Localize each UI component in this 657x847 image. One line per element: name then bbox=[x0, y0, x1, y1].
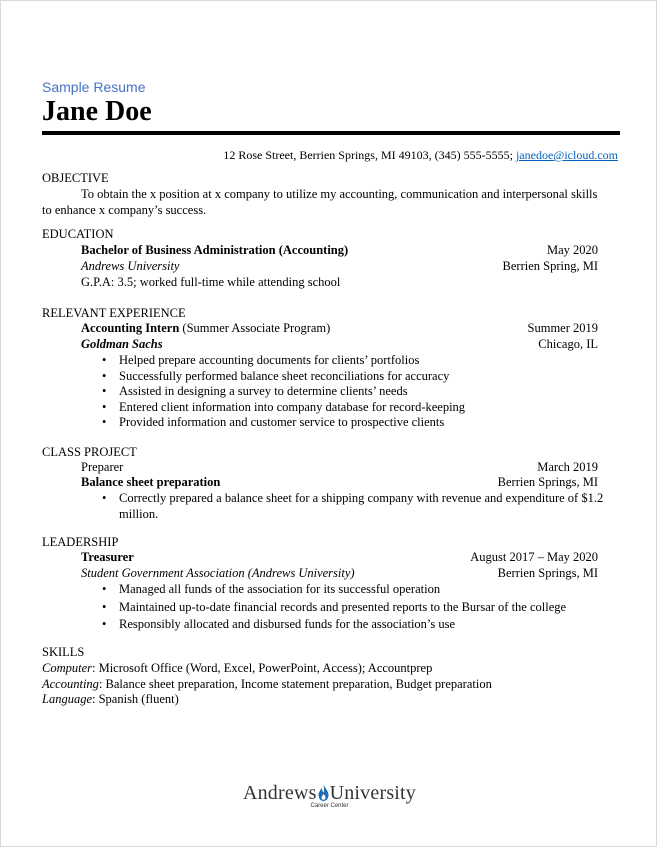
leadership-date: August 2017 – May 2020 bbox=[470, 550, 598, 564]
education-date: May 2020 bbox=[546, 243, 598, 257]
leadership-org: Student Government Association (Andrews University) bbox=[81, 566, 355, 580]
logo-subtitle: Career Center bbox=[310, 803, 349, 809]
leadership-bullet: Managed all funds of the association for its successful operation bbox=[119, 582, 441, 596]
skill-value: : Microsoft Office (Word, Excel, PowerPoint, Access); Accountprep bbox=[92, 661, 433, 675]
project-bullet-line-1: Correctly prepared a balance sheet for a shipping company with revenue and expenditure of $1.2 bbox=[119, 491, 604, 505]
project-title: Balance sheet preparation bbox=[81, 475, 221, 489]
skill-label: Accounting bbox=[42, 677, 99, 691]
experience-location: Chicago, IL bbox=[538, 337, 598, 351]
logo-word-1: Andrews bbox=[242, 782, 317, 804]
contact-address: 12 Rose Street, Berrien Springs, MI 49103, (345) 555-5555; bbox=[223, 148, 513, 162]
email-link[interactable]: janedoe@icloud.com bbox=[515, 148, 618, 162]
project-heading: CLASS PROJECT bbox=[42, 445, 137, 459]
andrews-university-logo bbox=[1, 782, 657, 809]
leadership-bullet: Maintained up-to-date financial records and presented reports to the Bursar of the college bbox=[119, 600, 567, 614]
experience-bullet: Assisted in designing a survey to determine clients’ needs bbox=[119, 384, 408, 398]
skill-label: Computer bbox=[42, 661, 92, 675]
bullet-icon: • bbox=[102, 384, 107, 398]
education-heading: EDUCATION bbox=[42, 227, 114, 241]
objective-line-1: To obtain the x position at x company to utilize my accounting, communication and interpersonal skills bbox=[81, 187, 598, 201]
leadership-location: Berrien Springs, MI bbox=[497, 566, 598, 580]
flame-icon bbox=[318, 785, 329, 801]
sample-resume-label: Sample Resume bbox=[42, 79, 146, 95]
experience-heading: RELEVANT EXPERIENCE bbox=[42, 306, 186, 320]
experience-date: Summer 2019 bbox=[527, 321, 598, 335]
job-title: Accounting Intern bbox=[81, 321, 180, 335]
skill-value: : Balance sheet preparation, Income statement preparation, Budget preparation bbox=[98, 677, 492, 691]
bullet-icon: • bbox=[102, 600, 107, 614]
job-title-note: (Summer Associate Program) bbox=[179, 321, 331, 335]
bullet-icon: • bbox=[102, 491, 107, 505]
gpa: G.P.A: 3.5; worked full-time while attending school bbox=[81, 275, 341, 289]
experience-bullet: Provided information and customer service to prospective clients bbox=[119, 415, 445, 429]
project-location: Berrien Springs, MI bbox=[497, 475, 598, 489]
leadership-bullet: Responsibly allocated and disbursed funds for the association’s use bbox=[119, 617, 456, 631]
bullet-icon: • bbox=[102, 400, 107, 414]
skill-language bbox=[42, 692, 179, 707]
experience-bullet: Helped prepare accounting documents for clients’ portfolios bbox=[119, 353, 420, 367]
company: Goldman Sachs bbox=[81, 337, 163, 351]
bullet-icon: • bbox=[102, 369, 107, 383]
skill-value: : Spanish (fluent) bbox=[92, 692, 179, 706]
experience-bullet: Successfully performed balance sheet reconciliations for accuracy bbox=[119, 369, 450, 383]
bullet-icon: • bbox=[102, 353, 107, 367]
bullet-icon: • bbox=[102, 617, 107, 631]
skills-heading: SKILLS bbox=[42, 645, 85, 659]
leadership-heading: LEADERSHIP bbox=[42, 535, 119, 549]
objective-heading: OBJECTIVE bbox=[42, 171, 109, 185]
experience-bullet: Entered client information into company database for record-keeping bbox=[119, 400, 466, 414]
contact-line bbox=[223, 148, 618, 163]
school: Andrews University bbox=[81, 259, 180, 273]
bullet-icon: • bbox=[102, 582, 107, 596]
skill-label: Language bbox=[42, 692, 92, 706]
objective-line-2: to enhance x company’s success. bbox=[42, 203, 207, 217]
degree: Bachelor of Business Administration (Accounting) bbox=[81, 243, 349, 257]
education-location: Berrien Spring, MI bbox=[502, 259, 598, 273]
skill-computer bbox=[42, 661, 432, 676]
candidate-name: Jane Doe bbox=[42, 96, 152, 127]
logo-word-2: University bbox=[329, 782, 417, 804]
leadership-title: Treasurer bbox=[81, 550, 134, 564]
project-date: March 2019 bbox=[537, 460, 598, 474]
project-role: Preparer bbox=[81, 460, 124, 474]
project-bullet-line-2: million. bbox=[119, 507, 159, 521]
header-rule bbox=[42, 131, 620, 135]
experience-title-line bbox=[81, 321, 330, 336]
skill-accounting bbox=[42, 677, 492, 692]
bullet-icon: • bbox=[102, 415, 107, 429]
